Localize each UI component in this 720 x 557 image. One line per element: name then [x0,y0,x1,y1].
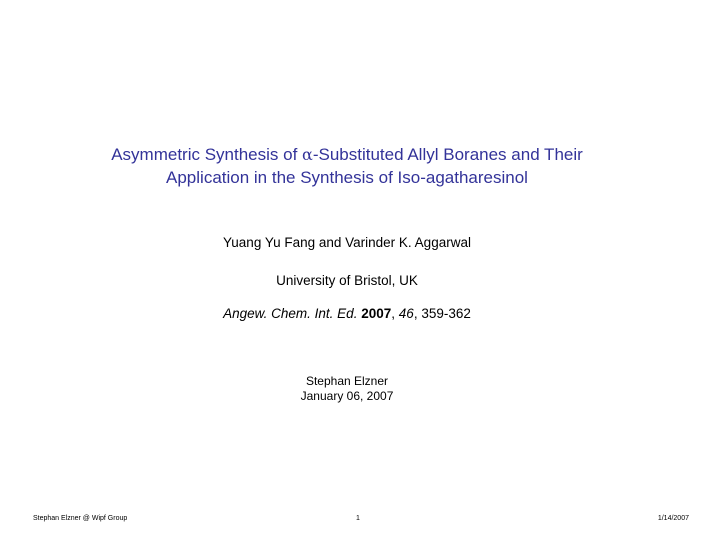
citation: Angew. Chem. Int. Ed. 2007, 46, 359-362 [223,306,471,321]
footer-author: Stephan Elzner @ Wipf Group [33,515,128,522]
citation-volume: 46 [398,306,414,321]
presenter-name: Stephan Elzner [305,374,389,388]
alpha-symbol: α [302,145,313,164]
title-line-2: Application in the Synthesis of Iso-agatharesinol [166,168,528,187]
citation-year: 2007 [361,306,392,321]
citation-journal: Angew. Chem. Int. Ed. [223,306,358,321]
slide-title [0,143,694,189]
footer-date: 1/14/2007 [657,515,689,522]
authors: Yuang Yu Fang and Varinder K. Aggarwal [223,235,471,250]
title-line-1-suffix: -Substituted Allyl Boranes and Their [312,145,583,164]
presenter [0,374,694,404]
citation-pages: 359-362 [421,306,471,321]
affiliation: University of Bristol, UK [276,273,418,288]
title-line-1 [0,143,694,166]
presentation-date: January 06, 2007 [300,389,394,403]
footer-page-number: 1 [356,515,360,522]
title-line-1-prefix: Asymmetric Synthesis of [111,145,303,164]
